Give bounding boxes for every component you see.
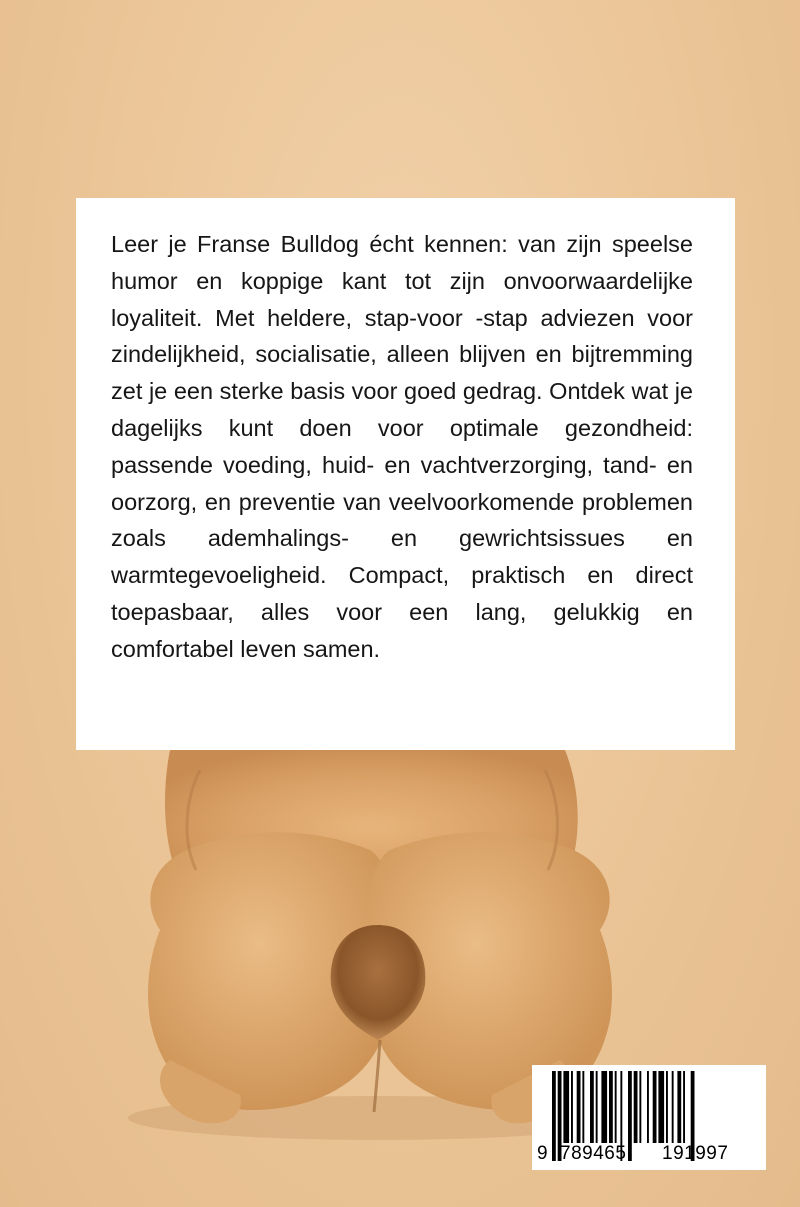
barcode-bar bbox=[563, 1071, 569, 1143]
barcode-bar bbox=[590, 1071, 594, 1143]
back-cover-blurb: Leer je Franse Bulldog écht kennen: van zijn speelse humor en koppige kant tot zijn onvoorwaardelijke loyaliteit. Met heldere, stap-voor -stap adviezen voor zindelijkheid, socialisatie, alleen blijven en bijtremming zet je een sterke basis voor goed gedrag. Ontdek wat je dagelijks kunt doen voor optimale gezondheid: passende voeding, huid- en vachtverzorging, tand- en oorzorg, en preventie van veelvoorkomende problemen zoals ademhalings- en gewrichtsissues en warmtegevoeligheid. Compact, praktisch en direct toepasbaar, alles voor een lang, gelukkig en comfortabel leven samen. bbox=[111, 231, 693, 662]
barcode-bar bbox=[615, 1071, 617, 1143]
barcode-bar bbox=[672, 1071, 674, 1143]
barcode-bar bbox=[596, 1071, 598, 1143]
barcode-bar bbox=[639, 1071, 641, 1143]
isbn-lead-digit: 9 bbox=[537, 1143, 548, 1164]
barcode-bar bbox=[666, 1071, 668, 1143]
barcode-bar bbox=[647, 1071, 649, 1143]
barcode-bar bbox=[582, 1071, 584, 1143]
barcode-bar bbox=[653, 1071, 657, 1143]
barcode-bar bbox=[658, 1071, 664, 1143]
back-cover-blurb-box bbox=[76, 198, 735, 750]
isbn-barcode bbox=[532, 1065, 766, 1170]
barcode-bar bbox=[683, 1071, 685, 1143]
barcode-bar bbox=[634, 1071, 638, 1143]
barcode-bar bbox=[609, 1071, 613, 1143]
barcode-bar bbox=[577, 1071, 581, 1143]
isbn-digits bbox=[532, 1143, 766, 1167]
barcode-bar bbox=[601, 1071, 607, 1143]
barcode-bar bbox=[571, 1071, 573, 1143]
isbn-first-group: 789465 bbox=[560, 1143, 627, 1164]
isbn-second-group: 191997 bbox=[662, 1143, 729, 1164]
barcode-bar bbox=[677, 1071, 681, 1143]
